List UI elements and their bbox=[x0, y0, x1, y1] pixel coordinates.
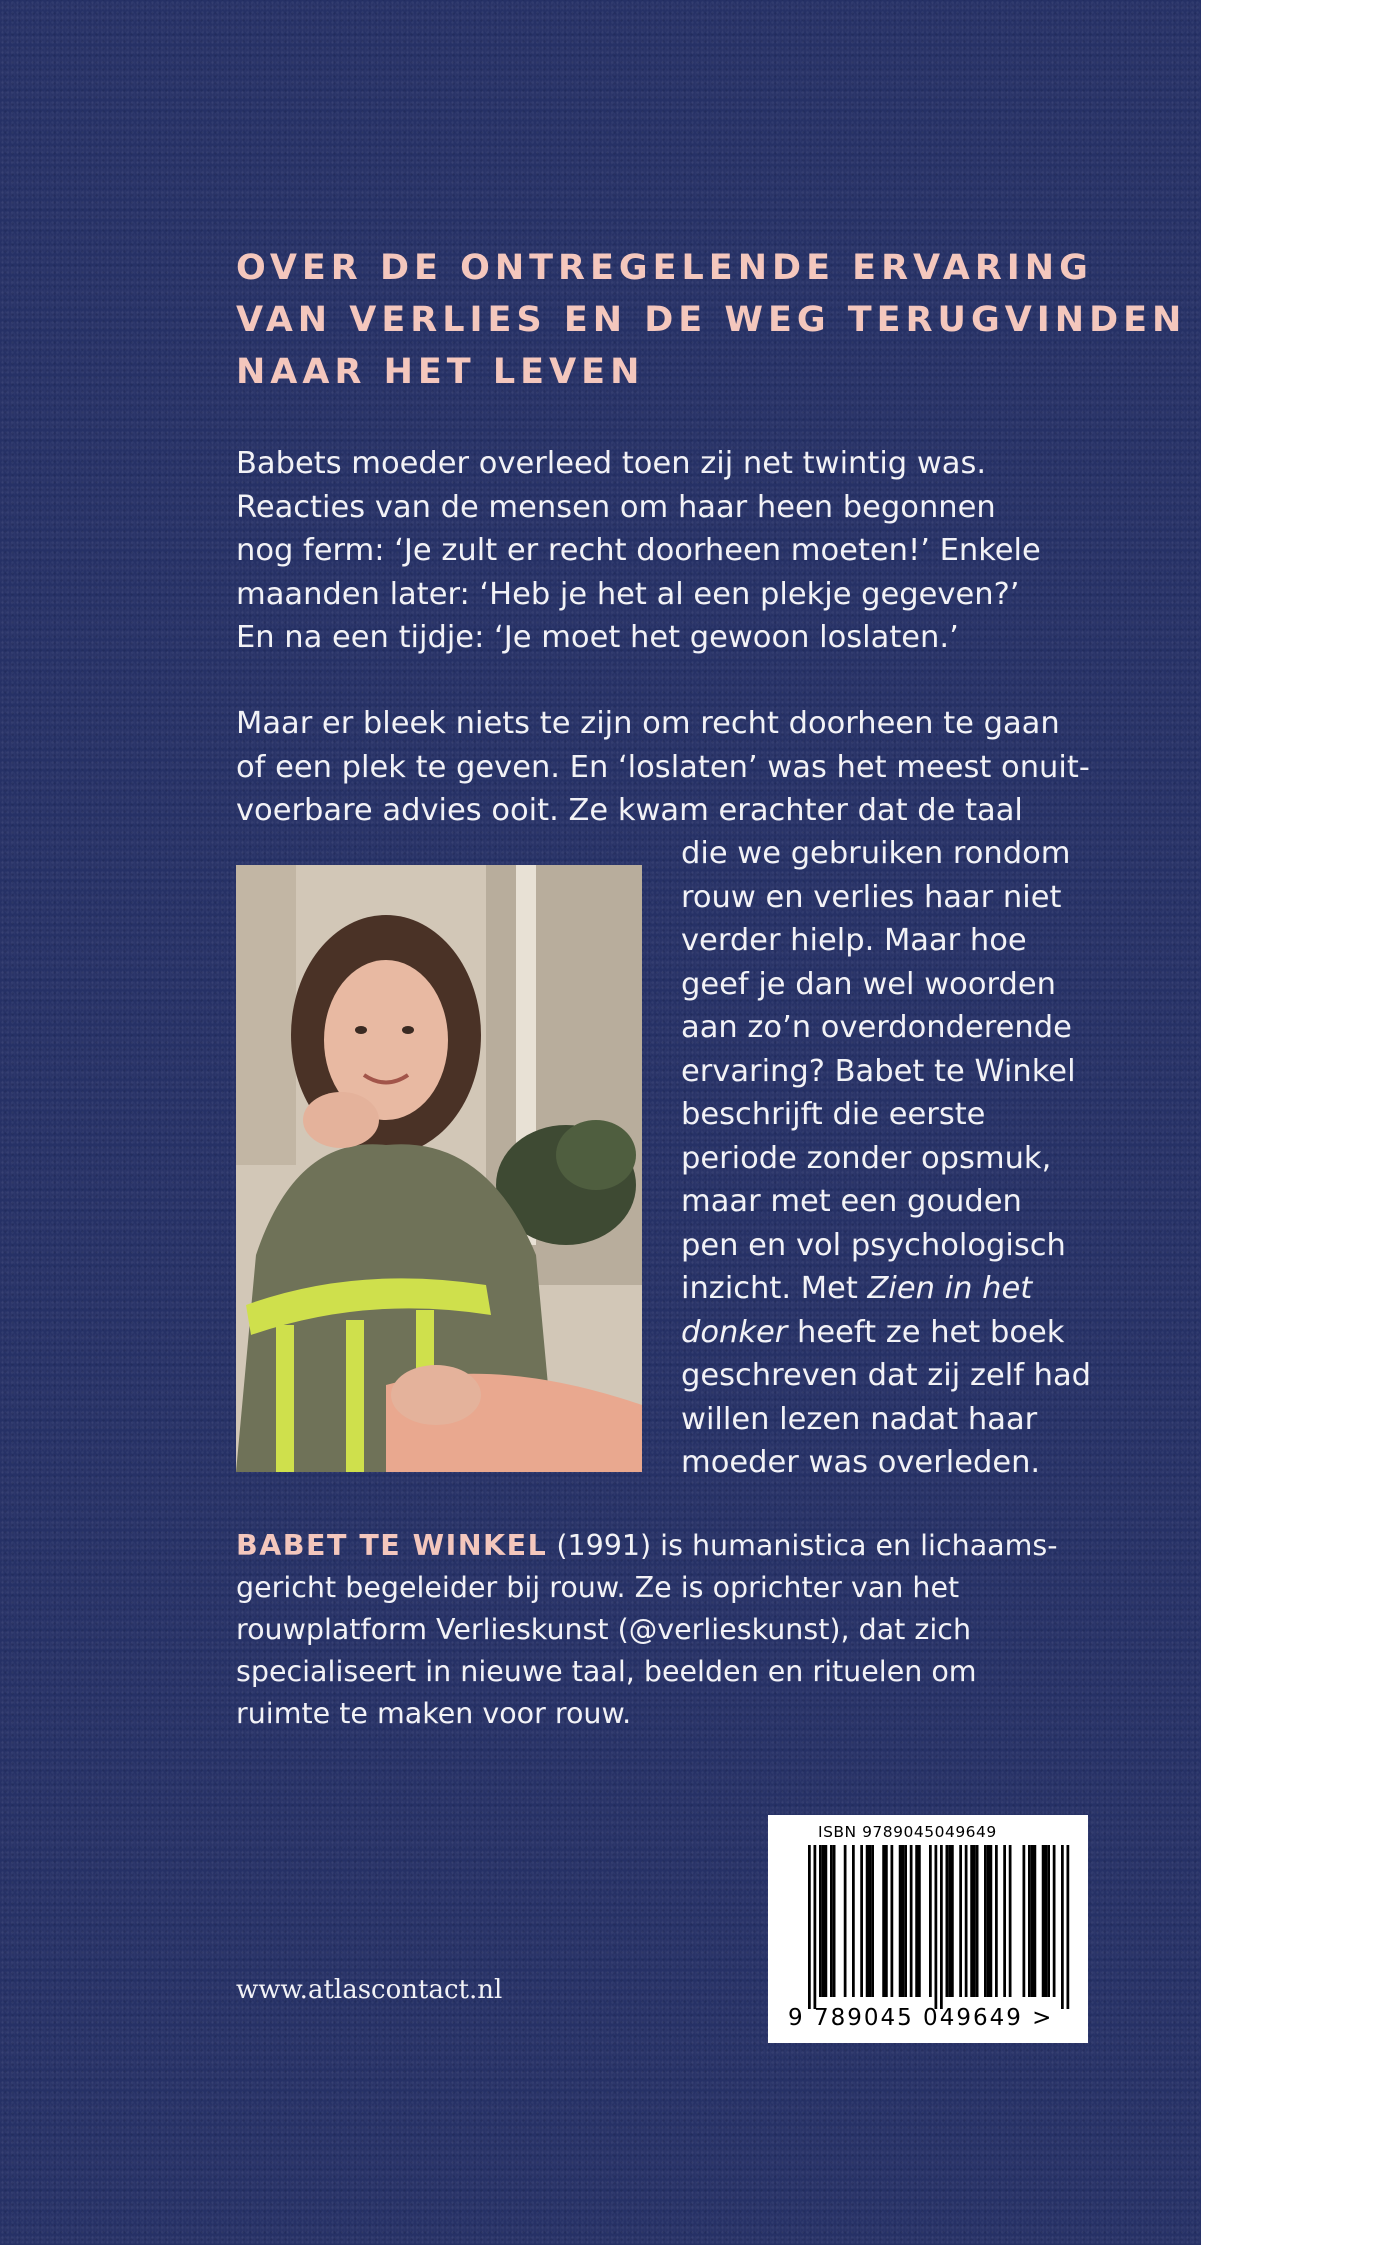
text-line: of een plek te geven. En ‘loslaten’ was het meest onuit- bbox=[236, 749, 1090, 785]
text-line: verder hielp. Maar hoe bbox=[681, 923, 1027, 958]
publisher-website: www.atlascontact.nl bbox=[236, 1975, 503, 2005]
barcode-bar bbox=[929, 1845, 932, 1997]
text-line: periode zonder opsmuk, bbox=[681, 1140, 1052, 1176]
barcode-bar bbox=[959, 1845, 962, 1997]
bio-line: ruimte te maken voor rouw. bbox=[236, 1697, 632, 1730]
text-line: ervaring? Babet te Winkel bbox=[681, 1053, 1076, 1089]
bio-line: rouwplatform Verlieskunst (@verlieskunst), dat zich bbox=[236, 1613, 972, 1646]
barcode-bar bbox=[984, 1845, 987, 1997]
text-segment: heeft ze het boek bbox=[787, 1314, 1065, 1350]
barcode-bar bbox=[948, 1845, 951, 1997]
barcode-bar bbox=[871, 1845, 874, 1997]
blurb-paragraph-2 bbox=[236, 702, 1090, 833]
text-line: En na een tijdje: ‘Je moet het gewoon loslaten.’ bbox=[236, 620, 959, 655]
barcode-bar bbox=[987, 1845, 990, 1997]
barcode-bar bbox=[976, 1845, 979, 1997]
cover-heading bbox=[236, 242, 1187, 398]
barcode-bar bbox=[891, 1845, 894, 1997]
barcode-bar bbox=[1028, 1845, 1031, 1997]
text-line: pen en vol psychologisch bbox=[681, 1227, 1066, 1263]
text-line: geef je dan wel woorden bbox=[681, 966, 1056, 1002]
text-line: moeder was overleden. bbox=[681, 1445, 1041, 1480]
barcode-bar bbox=[860, 1845, 863, 1997]
text-line: maar met een gouden bbox=[681, 1184, 1022, 1219]
barcode-bar bbox=[973, 1845, 976, 1997]
barcode-bar bbox=[910, 1845, 913, 1997]
book-title: Zien in het bbox=[867, 1271, 1033, 1306]
barcode-bar bbox=[1047, 1845, 1050, 1997]
barcode-bar bbox=[852, 1845, 855, 1997]
text-line: rouw en verlies haar niet bbox=[681, 879, 1062, 915]
bio-line bbox=[236, 1525, 1058, 1567]
text-line: Maar er bleek niets te zijn om recht doorheen te gaan bbox=[236, 706, 1060, 741]
barcode-bar bbox=[825, 1845, 828, 1997]
text-line: maanden later: ‘Heb je het al een plekje gegeven?’ bbox=[236, 576, 1020, 612]
barcode-bar bbox=[866, 1845, 869, 1997]
barcode-bar bbox=[1034, 1845, 1037, 1997]
barcode-bar bbox=[1042, 1845, 1045, 1997]
text-segment: (1991) is humanistica en lichaams- bbox=[547, 1529, 1058, 1562]
text-line: willen lezen nadat haar bbox=[681, 1401, 1038, 1437]
barcode-bar bbox=[904, 1845, 907, 1997]
isbn-barcode bbox=[768, 1815, 1088, 2043]
barcode-bar bbox=[822, 1845, 825, 1997]
text-segment: inzicht. Met bbox=[681, 1271, 868, 1306]
bio-line: specialiseert in nieuwe taal, beelden en rituelen om bbox=[236, 1655, 977, 1688]
text-line: die we gebruiken rondom bbox=[681, 836, 1071, 871]
barcode-bar bbox=[1009, 1845, 1012, 1997]
barcode-bar bbox=[808, 1845, 811, 2009]
barcode-bar bbox=[951, 1845, 954, 1997]
barcode-bar bbox=[1031, 1845, 1034, 1997]
barcode-bar bbox=[940, 1845, 943, 2009]
barcode-bar bbox=[1067, 1845, 1070, 2009]
barcode-bar bbox=[902, 1845, 905, 1997]
text-line: beschrijft die eerste bbox=[681, 1097, 986, 1132]
heading-line: OVER DE ONTREGELENDE ERVARING bbox=[236, 248, 1093, 288]
barcode-bar bbox=[844, 1845, 847, 1997]
barcode-bar bbox=[819, 1845, 822, 1997]
author-bio bbox=[236, 1525, 1058, 1735]
barcode-bar bbox=[946, 1845, 949, 1997]
text-line: Reacties van de mensen om haar heen begonnen bbox=[236, 489, 996, 525]
isbn-digits: 9 789045 049649 > bbox=[788, 2005, 1054, 2031]
barcode-bar bbox=[918, 1845, 921, 1997]
barcode-bar bbox=[899, 1845, 902, 1997]
text-line: nog ferm: ‘Je zult er recht doorheen moeten!’ Enkele bbox=[236, 533, 1041, 568]
text-line: aan zo’n overdonderende bbox=[681, 1010, 1072, 1045]
barcode-bar bbox=[814, 1845, 817, 2009]
page-margin bbox=[1201, 0, 1400, 2245]
book-title: donker bbox=[681, 1314, 788, 1350]
barcode-bar bbox=[995, 1845, 998, 1997]
bio-line: gericht begeleider bij rouw. Ze is oprichter van het bbox=[236, 1571, 960, 1604]
barcode-bar bbox=[885, 1845, 888, 1997]
barcode-bar bbox=[990, 1845, 993, 1997]
barcode-bar bbox=[1053, 1845, 1056, 1997]
barcode-bar bbox=[965, 1845, 968, 1997]
text-line-with-title bbox=[681, 1267, 1091, 1311]
text-line: geschreven dat zij zelf had bbox=[681, 1358, 1092, 1393]
barcode-bar bbox=[1023, 1845, 1026, 1997]
barcode-bar bbox=[833, 1845, 836, 1997]
author-name: BABET TE WINKEL bbox=[236, 1529, 548, 1562]
barcode-bar bbox=[935, 1845, 938, 2009]
heading-line: NAAR HET LEVEN bbox=[236, 352, 645, 392]
barcode-bar bbox=[970, 1845, 973, 1997]
blurb-paragraph-1 bbox=[236, 442, 1041, 660]
blurb-paragraph-2-wrapped bbox=[681, 832, 1091, 1485]
barcode-bar bbox=[882, 1845, 885, 1997]
barcode-bar bbox=[830, 1845, 833, 1997]
text-line-with-title bbox=[681, 1311, 1091, 1355]
heading-line: VAN VERLIES EN DE WEG TERUGVINDEN bbox=[236, 300, 1187, 340]
barcode-bar bbox=[1061, 1845, 1064, 2009]
author-photo bbox=[236, 865, 642, 1472]
text-line: voerbare advies ooit. Ze kwam erachter dat de taal bbox=[236, 793, 1023, 828]
isbn-label: ISBN 9789045049649 bbox=[818, 1823, 997, 1841]
barcode-bar bbox=[869, 1845, 872, 1997]
text-line: Babets moeder overleed toen zij net twintig was. bbox=[236, 446, 987, 481]
barcode-bar bbox=[1045, 1845, 1048, 1997]
barcode-bar bbox=[915, 1845, 918, 1997]
barcode-bar bbox=[1003, 1845, 1006, 1997]
